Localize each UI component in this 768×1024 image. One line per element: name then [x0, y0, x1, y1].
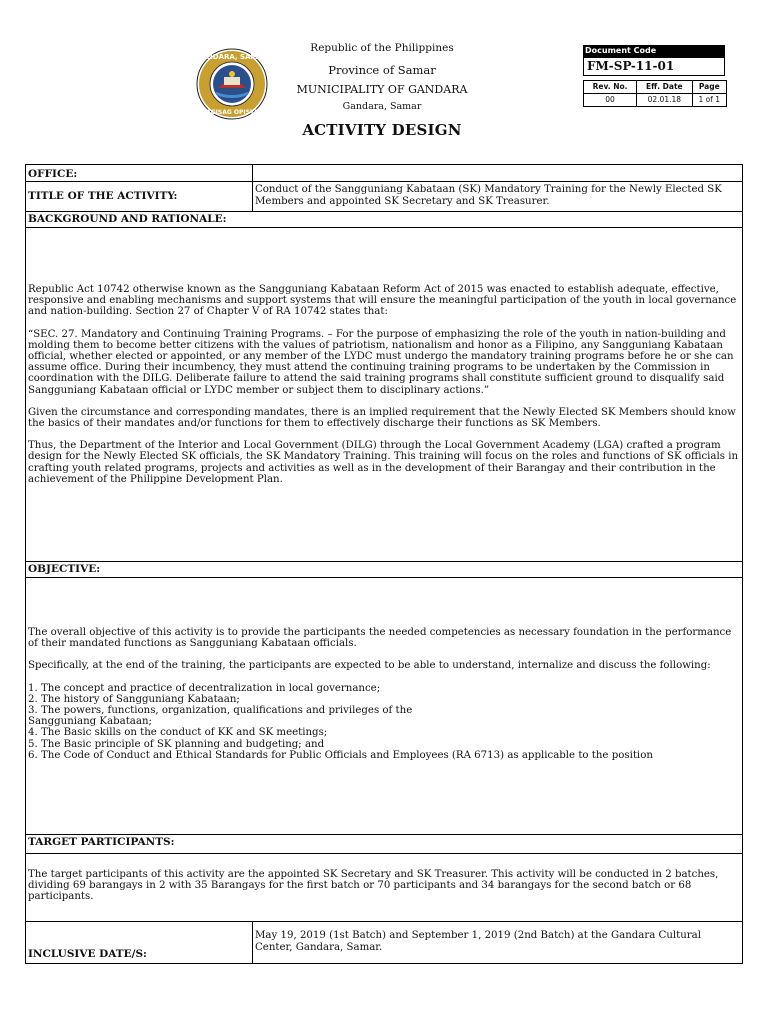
header-republic: Republic of the Philippines [310, 42, 454, 54]
eff-date-value: 02.01.18 [637, 94, 693, 107]
objective-list-item: 3. The powers, functions, organization, qualifications and privileges of the [28, 705, 413, 717]
page-label: Page [692, 81, 726, 94]
background-paragraph: “SEC. 27. Mandatory and Continuing Training Programs. – For the purpose of emphasizing the role of the youth in nation-building and molding them to become better citizens with the values of patriotism, nationalism and honor as a Filipino, any Sangguniang Kabataan official, whether elected or appointed, or any member of the LYDC must undergo the mandatory training programs before he or she can assume office. During their incumbency, they must attend the continuing training programs to be undertaken by the Commission in coordination with the DILG. Deliberate failure to attend the said training programs shall constitute sufficient ground to disqualify said Sangguniang Kabataan official or LYDC member or subject them to disciplinary actions.” [28, 328, 734, 396]
objective-list [28, 683, 740, 761]
objective-paragraph: Specifically, at the end of the training, the participants are expected to be able to understand, internalize and discuss the following: [28, 660, 711, 672]
page-value: 1 of 1 [692, 94, 726, 107]
target-participants-label: TARGET PARTICIPANTS: [28, 836, 175, 848]
target-participants-text: The target participants of this activity are the appointed SK Secretary and SK Treasurer. This activity will be conducted in 2 batches, dividing 69 barangays in 2 with 35 Barangays for the first batch or 70 participants and 34 barangays for the second batch or 68 participants. [28, 869, 719, 903]
objective-list-item: 1. The concept and practice of decentralization in local governance; [28, 682, 381, 694]
activity-design-form [25, 164, 743, 964]
title-of-activity-label: TITLE OF THE ACTIVITY: [28, 190, 178, 202]
svg-text:GANDARA, SAMAR: GANDARA, SAMAR [196, 53, 268, 61]
background-body [28, 284, 740, 496]
objective-list-item: 5. The Basic principle of SK planning and budgeting; and [28, 738, 325, 750]
document-code-label: Document Code [583, 45, 725, 57]
eff-date-label: Eff. Date [637, 81, 693, 94]
objective-label: OBJECTIVE: [28, 563, 101, 575]
document-title: ACTIVITY DESIGN [302, 121, 462, 139]
svg-text:SAGISAG OPISYAL: SAGISAG OPISYAL [201, 109, 263, 116]
background-paragraph: Given the circumstance and corresponding mandates, there is an implied requirement that the Newly Elected SK Members should know the basics of their mandates and/or functions for them to effectively discharge their functions as SK Members. [28, 406, 736, 430]
rev-no-value: 00 [584, 94, 637, 107]
inclusive-dates-value: May 19, 2019 (1st Batch) and September 1, 2019 (2nd Batch) at the Gandara Cultural Center, Gandara, Samar. [255, 930, 702, 953]
background-label: BACKGROUND AND RATIONALE: [28, 213, 227, 225]
municipal-seal-logo [196, 48, 268, 120]
inclusive-dates-label: INCLUSIVE DATE/S: [28, 948, 147, 960]
objective-paragraph: The overall objective of this activity is to provide the participants the needed competencies as necessary foundation in the performance of their mandated functions as Sangguniang Kabataan officials. [28, 627, 732, 650]
background-paragraph: Republic Act 10742 otherwise known as the Sangguniang Kabataan Reform Act of 2015 was enacted to establish adequate, effective, responsive and enabling mechanisms and support systems that will ensure the meaningful participation of the youth in local governance and nation-building. Section 27 of Chapter V of RA 10742 states that: [28, 284, 737, 318]
office-label: OFFICE: [28, 168, 78, 180]
objective-list-item: 6. The Code of Conduct and Ethical Standards for Public Officials and Employees (RA 6713) as applicable to the position [28, 749, 653, 761]
document-control-table [583, 80, 727, 107]
document-code-value: FM-SP-11-01 [583, 57, 725, 76]
background-paragraph: Thus, the Department of the Interior and Local Government (DILG) through the Local Government Academy (LGA) crafted a program design for the Newly Elected SK officials, the SK Mandatory Training. This training will focus on the roles and functions of SK officials in crafting youth related programs, projects and activities as well as in the development of their Barangay and their contribution in the achievement of the Philippine Development Plan. [28, 440, 739, 485]
document-code-box [583, 45, 725, 76]
objective-list-item: Sangguniang Kabataan; [28, 716, 152, 728]
header-city: Gandara, Samar [342, 101, 422, 112]
rev-no-label: Rev. No. [584, 81, 637, 94]
title-of-activity-value: Conduct of the Sangguniang Kabataan (SK) Mandatory Training for the Newly Elected SK Members and appointed SK Secretary and SK Treasurer. [255, 184, 722, 207]
header-municipality: MUNICIPALITY OF GANDARA [296, 83, 468, 96]
header-province: Province of Samar [328, 63, 436, 77]
objective-body [28, 627, 740, 761]
objective-list-item: 2. The history of Sangguniang Kabataan; [28, 693, 240, 705]
objective-list-item: 4. The Basic skills on the conduct of KK and SK meetings; [28, 727, 328, 739]
